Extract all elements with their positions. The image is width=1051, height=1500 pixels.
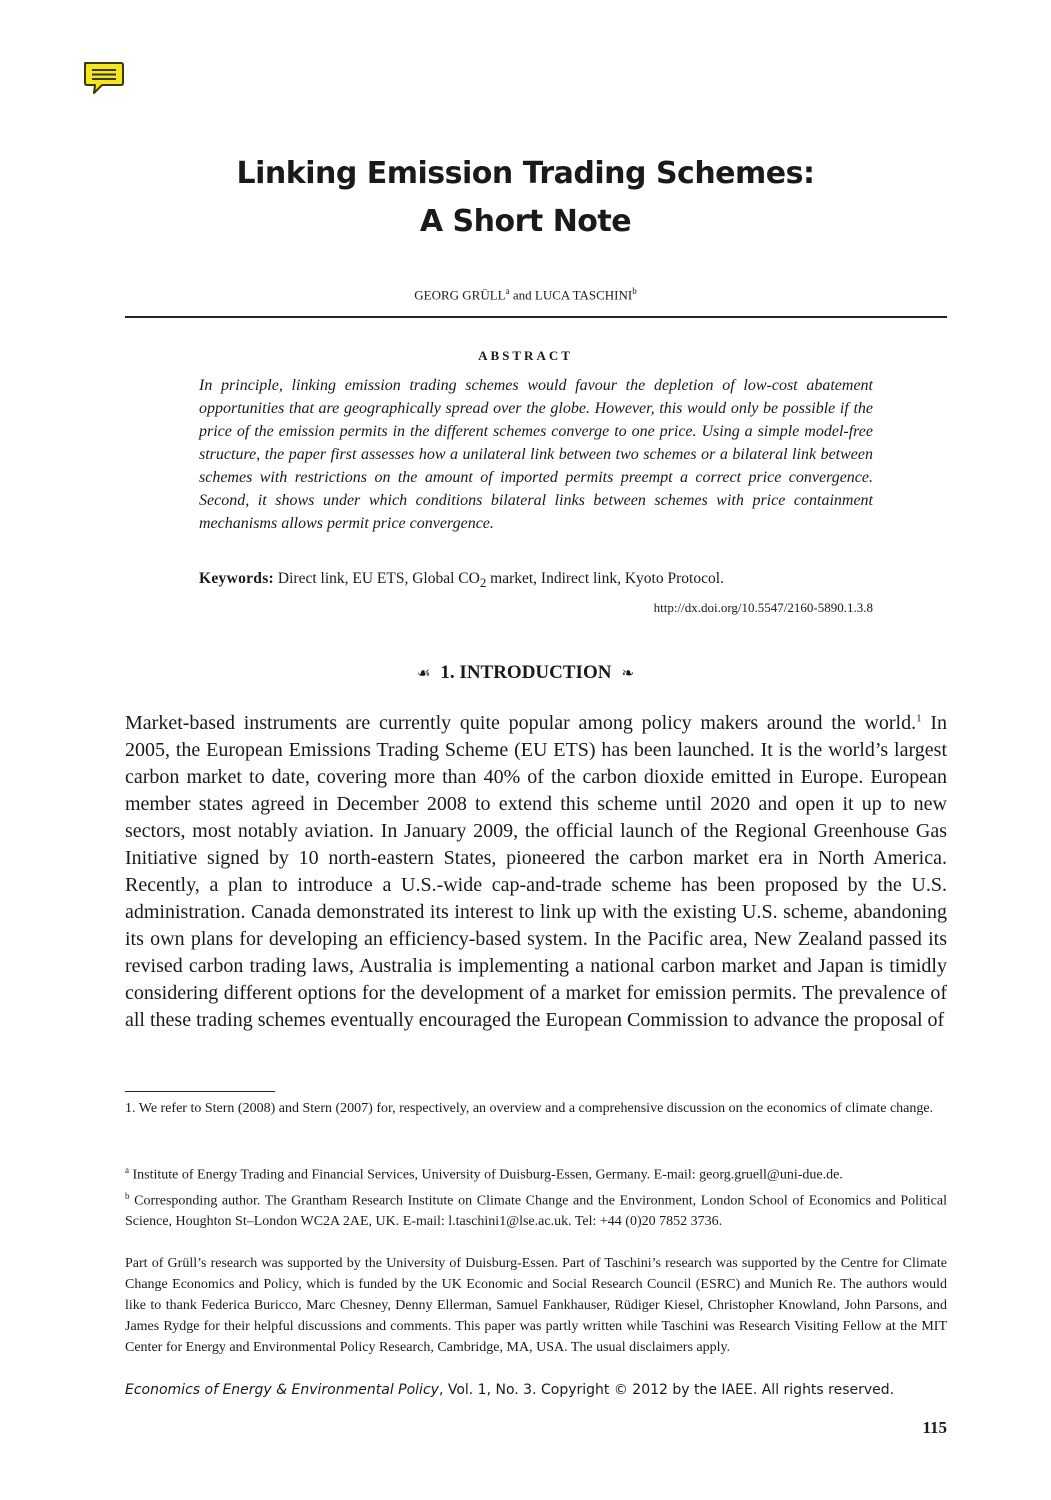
section-heading <box>0 662 1051 684</box>
keywords-text-after: market, Indirect link, Kyoto Protocol. <box>486 570 724 587</box>
keywords-subscript: 2 <box>479 575 487 591</box>
page-number: 115 <box>922 1418 947 1437</box>
affiliation-a <box>125 1160 947 1186</box>
keywords-label: Keywords: <box>199 570 275 587</box>
footnote-divider <box>125 1091 275 1092</box>
paper-title <box>0 150 1051 246</box>
author-1-mark: a <box>505 286 510 296</box>
footnote-1: 1. We refer to Stern (2008) and Stern (2007) for, respectively, an overview and a comprehensive discussion on the economics of climate change. <box>125 1101 934 1116</box>
footnote-ref-1[interactable]: 1 <box>916 712 922 725</box>
author-2: LUCA TASCHINI <box>534 287 633 303</box>
ornament-left-icon: ☙ <box>416 666 431 682</box>
affiliation-b-mark: b <box>125 1190 130 1201</box>
annotation-note-icon[interactable] <box>82 60 124 96</box>
copyright-rest: , Vol. 1, No. 3. Copyright © 2012 by the IAEE. All rights reserved. <box>438 1382 895 1398</box>
author-1: GEORG GRÜLL <box>414 287 506 303</box>
affiliation-a-text: Institute of Energy Trading and Financial Services, University of Duisburg-Essen, Germany. E-mail: georg.gruell@uni-due.de. <box>129 1167 843 1183</box>
section-title: 1. INTRODUCTION <box>440 662 612 683</box>
ornament-right-icon: ❧ <box>621 666 635 682</box>
introduction-paragraph <box>125 710 947 1034</box>
abstract-heading: ABSTRACT <box>478 348 573 363</box>
affiliation-a-mark: a <box>125 1165 129 1175</box>
title-divider <box>125 316 947 318</box>
author-line <box>0 286 1051 303</box>
body-part-2: In 2005, the European Emissions Trading Scheme (EU ETS) has been launched. It is the world’s largest carbon market to date, covering more than 40% of the carbon dioxide emitted in Europe. European member states agreed in December 2008 to extend this scheme until 2020 and open it up to new sectors, most notably aviation. In January 2009, the official launch of the Regional Greenhouse Gas Initiative signed by 10 north-eastern States, pioneered the carbon market era in North America. Recently, a plan to introduce a U.S.-wide cap-and-trade scheme has been proposed by the U.S. administration. Canada demonstrated its interest to link up with the existing U.S. scheme, abandoning its own plans for developing an efficiency-based system. In the Pacific area, New Zealand passed its revised carbon trading laws, Australia is implementing a national carbon market and Japan is timidly considering different options for the development of a market for emission permits. The prevalence of all these trading schemes eventually encouraged the European Commission to advance the proposal of <box>125 712 947 1031</box>
body-part-1: Market-based instruments are currently quite popular among policy makers around the world. <box>125 712 917 734</box>
abstract-text: In principle, linking emission trading schemes would favour the depletion of low-cost abatement opportunities that are geographically spread over the globe. However, this would only be possible if the price of the emission permits in the different schemes converge to one price. Using a simple model-free structure, the paper first assesses how a unilateral link between two schemes or a bilateral link between schemes with restrictions on the amount of imported permits preempt a correct price convergence. Second, it shows under which conditions bilateral links between schemes with price containment mechanisms allows permit price convergence. <box>199 377 873 532</box>
keywords-text-before: Direct link, EU ETS, Global CO <box>277 570 480 587</box>
affiliation-b <box>125 1186 947 1233</box>
title-line-2: A Short Note <box>419 204 632 239</box>
journal-name: Economics of Energy & Environmental Policy <box>125 1382 439 1398</box>
copyright-line <box>125 1382 947 1398</box>
affiliations <box>125 1160 947 1232</box>
doi-link[interactable]: http://dx.doi.org/10.5547/2160-5890.1.3.8 <box>653 600 873 615</box>
author-2-mark: b <box>632 286 637 296</box>
title-line-1: Linking Emission Trading Schemes: <box>236 156 815 191</box>
author-conjunction: and <box>512 287 532 303</box>
acknowledgement: Part of Grüll’s research was supported by the University of Duisburg-Essen. Part of Taschini’s research was supported by the Centre for Climate Change Economics and Policy, which is funded by the UK Economic and Social Research Council (ESRC) and Munich Re. The authors would like to thank Federica Buricco, Marc Chesney, Denny Ellerman, Samuel Fankhauser, Rüdiger Kiesel, Christopher Knowland, John Parsons, and James Rydge for their helpful discussions and comments. This paper was partly written while Taschini was Research Visiting Fellow at the MIT Center for Energy and Environmental Policy Research, Cambridge, MA, USA. The usual disclaimers apply. <box>125 1256 947 1355</box>
keywords <box>199 568 873 594</box>
affiliation-b-text: Corresponding author. The Grantham Research Institute on Climate Change and the Environment, London School of Economics and Political Science, Houghton St–London WC2A 2AE, UK. E-mail: l.taschini1@lse.ac.uk. Tel: +44 (0)20 7852 3736. <box>125 1193 947 1230</box>
